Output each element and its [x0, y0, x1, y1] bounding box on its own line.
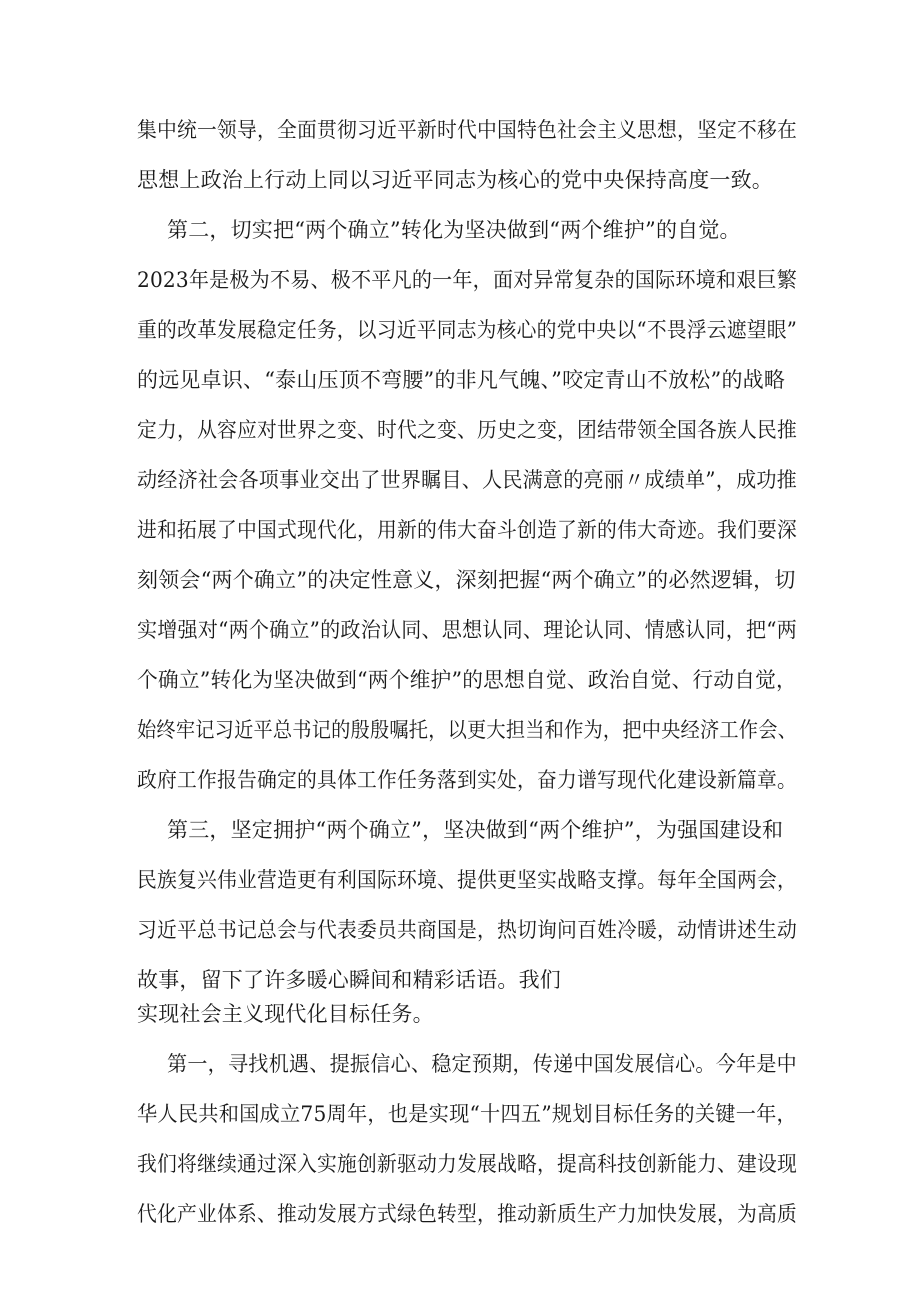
text-line: 我们将继续通过深入实施创新驱动力发展战略，提高科技创新能力、建设现: [137, 1152, 798, 1176]
text-line: 故事，留下了许多暖心瞬间和精彩话语。我们: [137, 968, 561, 992]
text-line: 代化产业体系、推动发展方式绿色转型，推动新质生产力加快发展，为高质: [137, 1202, 798, 1226]
paragraph-heading: 第二，切实把“两个确立”转化为坚决做到“两个维护”的自觉。: [167, 218, 741, 242]
paragraph-heading: 第一，寻找机遇、提振信心、稳定预期，传递中国发展信心。今年是中: [167, 1052, 797, 1076]
text-line: 集中统一领导，全面贯彻习近平新时代中国特色社会主义思想，坚定不移在: [137, 118, 798, 142]
text-line: 动经济社会各项事业交出了世界瞩目、人民满意的亮丽〃成绩单”，成功推: [137, 468, 797, 492]
paragraph-heading: 第三，坚定拥护“两个确立”，坚决做到“两个维护”，为强国建设和: [167, 818, 784, 842]
text-line: 进和拓展了中国式现代化，用新的伟大奋斗创造了新的伟大奇迹。我们要深: [137, 518, 798, 542]
text-line: 思想上政治上行动上同以习近平同志为核心的党中央保持高度一致。: [137, 168, 773, 192]
text-line: 定力，从容应对世界之变、时代之变、历史之变，团结带领全国各族人民推: [137, 418, 798, 442]
text-line: 的远见卓识、“泰山压顶不弯腰”的非凡气魄、”咬定青山不放松”的战略: [137, 368, 786, 392]
text-line: 刻领会“两个确立”的决定性意义，深刻把握“两个确立”的必然逻辑，切: [137, 568, 796, 592]
text-line: 实现社会主义现代化目标任务。: [137, 1002, 434, 1026]
text-line: 2023年是极为不易、极不平凡的一年，面对异常复杂的国际环境和艰巨繁: [137, 268, 798, 292]
text-line: 华人民共和国成立75周年，也是实现“十四五”规划目标任务的关键一年，: [137, 1102, 797, 1126]
text-line: 始终牢记习近平总书记的殷殷嘱托，以更大担当和作为，把中央经济工作会、: [137, 718, 798, 742]
text-line: 重的改革发展稳定任务，以习近平同志为核心的党中央以“不畏浮云遮望眼”: [137, 318, 798, 342]
text-line: 个确立”转化为坚决做到“两个维护”的思想自觉、政治自觉、行动自觉，: [137, 668, 797, 692]
text-line: 民族复兴伟业营造更有利国际环境、提供更坚实战略支撑。每年全国两会，: [137, 868, 798, 892]
text-line: 政府工作报告确定的具体工作任务落到实处，奋力谱写现代化建设新篇章。: [137, 768, 798, 792]
text-line: 习近平总书记总会与代表委员共商国是，热切询问百姓冷暖，动情讲述生动: [137, 918, 798, 942]
text-line: 实增强对“两个确立”的政治认同、思想认同、理论认同、情感认同，把“两: [137, 618, 797, 642]
